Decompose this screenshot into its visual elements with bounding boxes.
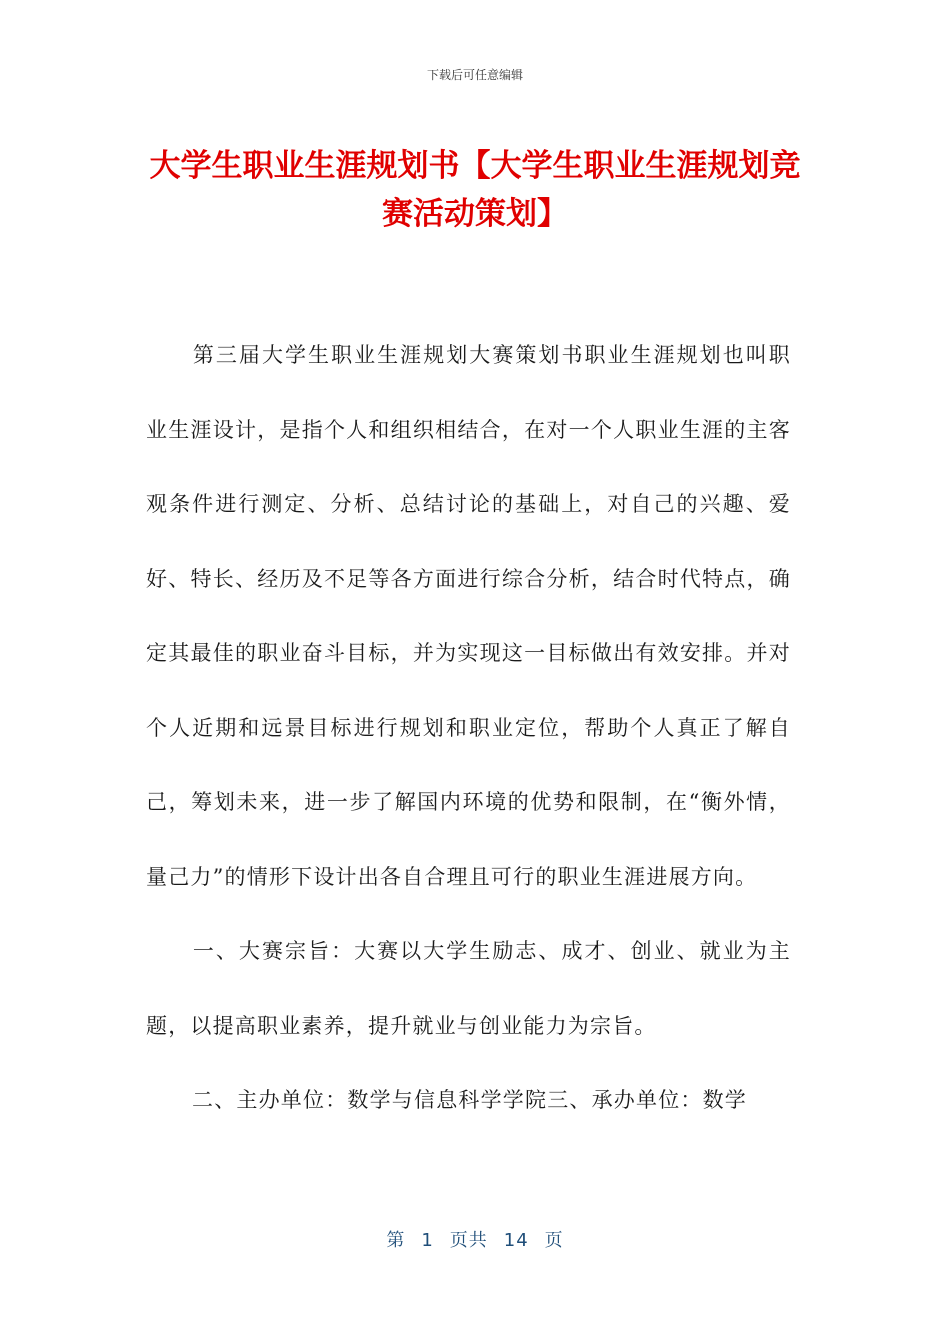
paragraph-text: 二、主办单位：数学与信息科学学院三、承办单位：数学 <box>192 1088 747 1112</box>
page-label-suffix: 页 <box>544 1230 564 1251</box>
page-footer <box>0 1226 950 1252</box>
header-note: 下载后可任意编辑 <box>426 68 523 82</box>
page-label-prefix: 第 <box>386 1230 406 1251</box>
page-number: 1 <box>421 1230 434 1251</box>
paragraph-organizer <box>146 1063 791 1138</box>
paragraph-purpose <box>146 914 791 1063</box>
total-pages: 14 <box>503 1230 529 1251</box>
document-body <box>146 318 791 1138</box>
page-label-mid: 页共 <box>449 1230 488 1251</box>
paragraph-text: 一、大赛宗旨：大赛以大学生励志、成才、创业、就业为主题，以提高职业素养，提升就业与创业能力为宗旨。 <box>146 939 791 1038</box>
paragraph-intro <box>146 318 791 914</box>
paragraph-text: 第三届大学生职业生涯规划大赛策划书职业生涯规划也叫职业生涯设计，是指个人和组织相结合，在对一个人职业生涯的主客观条件进行测定、分析、总结讨论的基础上，对自己的兴趣、爱好、特长、经历及不足等各方面进行综合分析，结合时代特点，确定其最佳的职业奋斗目标，并为实现这一目标做出有效安排。并对个人近期和远景目标进行规划和职业定位，帮助个人真正了解自己，筹划未来，进一步了解国内环境的优势和限制，在“衡外情，量己力”的情形下设计出各自合理且可行的职业生涯进展方向。 <box>146 343 791 889</box>
document-title: 大学生职业生涯规划书【大学生职业生涯规划竞赛活动策划】 <box>149 148 801 232</box>
